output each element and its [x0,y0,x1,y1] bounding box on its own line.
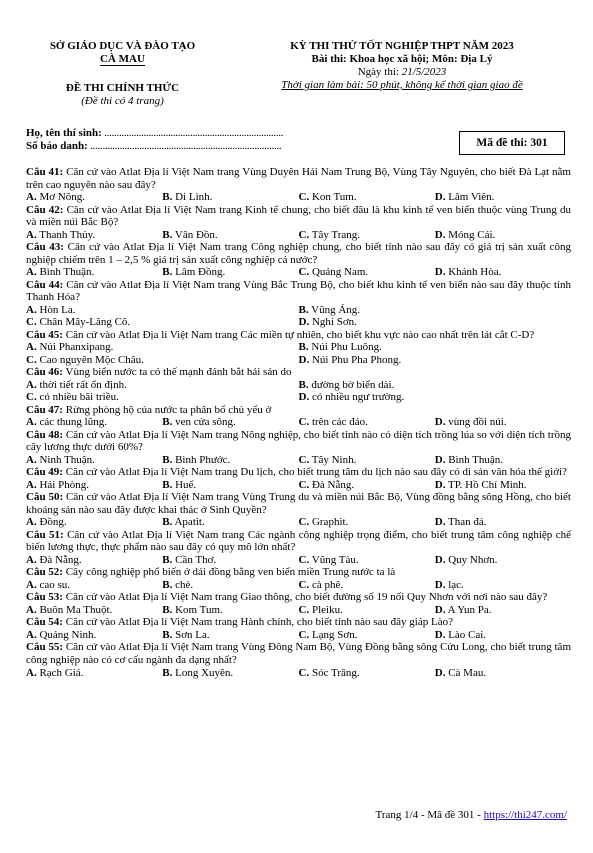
option-text: Đồng. [36,516,67,529]
answer-option [299,391,572,403]
option-letter: C. [298,228,310,241]
option-text: Long Xuyên. [172,666,234,679]
answer-option [162,416,298,428]
question-number: Câu 47: [26,403,63,416]
option-text: Hòn La. [36,303,76,316]
option-row [26,667,571,679]
option-letter: D. [434,553,446,566]
answer-option [26,479,162,491]
option-letter: B. [162,416,173,429]
option-letter: B. [298,303,309,316]
answer-option [162,479,298,491]
answer-option [435,629,571,641]
option-text: Tây Ninh. [309,453,357,466]
option-text: Graphit. [309,516,349,529]
option-row [26,479,571,491]
option-text: Cao nguyên Mộc Châu. [36,353,144,366]
question-text: Căn cứ vào Atlat Địa lí Việt Nam trang Vùng Đông Nam Bộ, Vùng Đồng bằng sông Cửu Long, cho biết trung tâm công nghiệp nào có cơ cấu ngành đa dạng nhất? [26,641,571,666]
answer-option [162,229,298,241]
question-stem [26,279,571,304]
question-number: Câu 50: [26,491,64,504]
question-item [26,591,571,616]
option-letter: B. [162,453,173,466]
option-text: ven cửa sông. [172,416,236,429]
option-letter: D. [434,191,446,204]
option-row [26,229,571,241]
question-text: Căn cứ vào Atlat Địa lí Việt Nam trang Các miền tự nhiên, cho biết khu vực nào cao nhất trên lát cắt C-D? [62,328,535,341]
answer-option [26,554,162,566]
answer-option [435,266,571,278]
option-row [26,341,571,353]
question-text: Căn cứ vào Atlat Địa lí Việt Nam trang Nông nghiệp, cho biết tỉnh nào có diện tích trồng lúa so với diện tích trồng cây lương thực dưới 60%? [26,428,571,454]
option-row [26,516,571,528]
answer-option [26,454,162,466]
option-text: Tây Trang. [309,228,361,241]
option-letter: B. [162,266,173,279]
answer-option [26,354,299,366]
department-name: SỞ GIÁO DỤC VÀ ĐÀO TẠO [49,40,196,52]
option-text: Kom Tum. [172,603,223,616]
option-text: Lào Cai. [445,628,487,641]
option-letter: C. [298,666,310,679]
answer-option [26,341,299,353]
answer-option [299,554,435,566]
option-text: Bình Thuận. [36,266,95,279]
option-text: đường bờ biển dài. [308,378,395,391]
option-text: Đà Nẵng. [309,478,355,491]
question-item [26,429,571,467]
option-text: Núi Phu Pha Phong. [309,353,402,366]
question-item [26,329,571,366]
exam-date: Ngày thi: 21/5/2023 [357,66,447,78]
question-number: Câu 54: [26,616,63,629]
option-letter: D. [434,416,446,429]
question-stem [26,404,571,417]
answer-option [162,191,298,203]
question-text: Cây công nghiệp phổ biến ở dải đồng bằng ven biển miền Trung nước ta là [62,566,396,579]
option-letter: C. [298,603,310,616]
question-number: Câu 48: [26,428,64,441]
option-text: Hải Phòng. [36,478,89,491]
option-letter: D. [434,666,446,679]
option-letter: D. [434,603,446,616]
option-letter: A. [26,378,37,391]
option-letter: C. [26,353,37,366]
option-letter: C. [26,391,37,404]
option-letter: B. [162,553,173,566]
option-text: Cần Thơ. [172,553,217,566]
question-number: Câu 49: [26,466,63,479]
answer-option [299,667,435,679]
answer-option [26,316,299,328]
question-stem [26,241,571,266]
option-text: Bình Thuận. [445,453,503,466]
option-text: vùng đồi núi. [445,416,507,429]
question-number: Câu 45: [26,328,63,341]
option-text: Nghi Sơn. [309,316,357,329]
question-number: Câu 41: [26,166,64,178]
option-letter: A. [26,303,37,316]
option-text: lạc. [445,578,464,591]
answer-option [435,191,571,203]
option-letter: D. [434,453,446,466]
question-stem [26,566,571,579]
option-letter: A. [26,266,37,279]
option-text: Đà Nẵng. [36,553,82,566]
option-row [26,266,571,278]
answer-option [162,516,298,528]
official-label: ĐỀ THI CHÍNH THỨC [65,82,180,94]
option-letter: D. [298,316,310,329]
answer-option [26,604,162,616]
answer-option [299,304,572,316]
option-text: Quy Nhơn. [445,553,498,566]
answer-option [299,354,572,366]
option-text: Sóc Trăng. [309,666,360,679]
answer-option [26,629,162,641]
question-stem [26,641,571,666]
question-text: Căn cứ vào Atlat Địa lí Việt Nam trang Du lịch, cho biết trung tâm du lịch nào sau đây có di sản văn hóa thế giới? [62,466,567,479]
option-text: Khánh Hòa. [445,266,502,279]
question-item [26,616,571,641]
option-text: các thung lũng. [36,416,107,429]
option-text: Lâm Đồng. [172,266,226,279]
question-text: Rừng phòng hộ của nước ta phân bố chủ yếu ở [62,403,272,416]
option-letter: D. [434,516,446,529]
option-letter: A. [26,603,37,616]
question-item [26,279,571,329]
answer-option [299,604,435,616]
question-item [26,529,571,567]
option-text: Huế. [172,478,197,491]
option-letter: C. [298,553,310,566]
option-letter: D. [434,578,446,591]
question-stem [26,529,571,554]
option-row [26,416,571,428]
option-letter: B. [162,228,173,241]
option-text: Kon Tum. [309,191,357,204]
answer-option [435,554,571,566]
question-number: Câu 43: [26,241,64,254]
question-stem [26,466,571,479]
answer-option [162,629,298,641]
option-text: cà phê. [309,578,344,591]
option-letter: C. [298,578,310,591]
option-letter: B. [162,191,173,204]
question-text: Căn cứ vào Atlat Địa lí Việt Nam trang Giao thông, cho biết đường số 19 nối Quy Nhơn với nơi nào sau đây? [62,591,548,604]
pages-note: (Đề thi có 4 trang) [81,95,164,107]
question-item [26,241,571,279]
option-letter: B. [162,603,173,616]
question-item [26,566,571,591]
option-letter: D. [434,266,446,279]
question-stem [26,204,571,229]
question-item [26,366,571,403]
question-number: Câu 44: [26,278,64,291]
option-text: Vũng Áng. [308,303,361,316]
option-letter: D. [434,478,446,491]
option-text: Vũng Tàu. [309,553,359,566]
question-stem [26,166,571,191]
answer-option [435,454,571,466]
option-text: thời tiết rất ổn định. [36,378,127,391]
option-row [26,604,571,616]
student-id-line: Số báo danh: .............................................................................. [26,140,282,152]
answer-option [26,391,299,403]
question-stem [26,616,571,629]
option-text: TP. Hồ Chí Minh. [445,478,527,491]
answer-option [299,191,435,203]
answer-option [435,667,571,679]
answer-option [26,229,162,241]
option-letter: A. [26,578,37,591]
answer-option [299,479,435,491]
option-letter: D. [298,391,310,404]
option-letter: A. [26,478,37,491]
option-letter: C. [298,266,310,279]
option-text: trên các đảo. [309,416,368,429]
answer-option [26,579,162,591]
answer-option [299,454,435,466]
answer-option [299,229,435,241]
answer-option [26,379,299,391]
option-letter: A. [26,628,37,641]
option-text: Mơ Nông. [36,191,85,204]
option-text: Sơn La. [172,628,210,641]
question-stem [26,591,571,604]
answer-option [26,304,299,316]
answer-option [299,266,435,278]
question-item [26,641,571,679]
option-text: có nhiều bãi triều. [36,391,119,404]
answer-option [435,229,571,241]
option-letter: B. [162,628,173,641]
answer-option [26,516,162,528]
answer-option [162,667,298,679]
question-stem [26,429,571,454]
option-letter: B. [162,516,173,529]
option-text: cao su. [36,578,70,591]
answer-option [26,191,162,203]
answer-option [162,554,298,566]
question-item [26,466,571,491]
student-name-line: Họ, tên thí sinh: ......................................................................... [26,127,284,139]
option-letter: D. [434,228,446,241]
option-row [26,316,571,328]
answer-option [435,604,571,616]
option-letter: B. [162,578,173,591]
exam-title: KỲ THI THỬ TỐT NGHIỆP THPT NĂM 2023 [290,40,514,52]
answer-option [162,266,298,278]
option-text: Apatit. [172,516,205,529]
option-text: Lâm Viên. [445,191,495,204]
option-letter: C. [26,316,37,329]
source-link[interactable]: https://thi247.com/ [483,809,567,821]
question-item [26,404,571,429]
question-item [26,166,571,204]
question-list [26,166,571,679]
answer-option [435,479,571,491]
student-info [26,127,283,153]
option-text: A Yun Pa. [445,603,492,616]
option-text: Bình Phước. [172,453,231,466]
option-text: Quảng Nam. [309,266,369,279]
exam-code-box: Mã đề thi: 301 [459,131,565,155]
option-text: Chân Mây-Lăng Cô. [36,316,131,329]
option-text: Rạch Giá. [36,666,84,679]
question-text: Căn cứ vào Atlat Địa lí Việt Nam trang Hành chính, cho biết tỉnh nào sau đây giáp Lào? [62,616,453,629]
option-letter: C. [298,416,310,429]
option-letter: B. [162,666,173,679]
option-text: Núi Phu Luông. [308,341,382,354]
option-letter: D. [434,628,446,641]
question-text: Căn cứ vào Atlat Địa lí Việt Nam trang Công nghiệp chung, cho biết tỉnh nào sau đây có giá trị sản xuất công nghiệp chiếm trên 1 – 2,5 % giá trị sản xuất công nghiệp cả nước? [26,241,571,266]
question-stem [26,491,571,516]
option-letter: C. [298,453,310,466]
answer-option [299,316,572,328]
answer-option [299,579,435,591]
province-name: CÀ MAU [100,53,145,65]
option-row [26,629,571,641]
option-text: Thanh Thủy. [36,228,96,241]
exam-time-note: Thời gian làm bài: 50 phút, không kể thời gian giao đề [281,79,523,91]
exam-subject: Bài thi: Khoa học xã hội; Môn: Địa Lý [311,53,493,65]
option-letter: A. [26,341,37,354]
header-left [20,40,225,108]
option-text: có nhiều ngư trường. [309,391,405,404]
question-number: Câu 52: [26,566,63,579]
option-letter: D. [298,353,310,366]
option-letter: A. [26,228,37,241]
option-text: Di Linh. [172,191,213,204]
answer-option [435,416,571,428]
option-letter: B. [162,478,173,491]
option-text: Vân Đồn. [172,228,218,241]
option-row [26,391,571,403]
answer-option [162,604,298,616]
question-stem [26,366,571,379]
question-text: Căn cứ vào Atlat Địa lí Việt Nam trang Các ngành công nghiệp trọng điểm, cho biết trung tâm công nghiệp chế biến lương thực, thực phẩm nào sau đây có quy mô lớn nhất? [26,528,571,554]
answer-option [162,579,298,591]
header-right [232,40,572,92]
question-number: Câu 51: [26,528,64,541]
option-text: Lạng Sơn. [309,628,358,641]
option-text: Cà Mau. [445,666,487,679]
answer-option [299,379,572,391]
answer-option [299,629,435,641]
answer-option [26,416,162,428]
option-row [26,579,571,591]
answer-option [26,266,162,278]
option-row [26,354,571,366]
question-number: Câu 53: [26,591,63,604]
option-text: Quảng Ninh. [36,628,97,641]
answer-option [435,579,571,591]
answer-option [435,516,571,528]
option-text: chè. [172,578,194,591]
answer-option [299,516,435,528]
option-letter: B. [298,341,309,354]
option-text: Buôn Ma Thuột. [36,603,113,616]
page-footer: Trang 1/4 - Mã đề 301 - https://thi247.com/ [375,809,567,821]
option-text: Núi Phanxipang. [36,341,114,354]
option-text: Ninh Thuận. [36,453,95,466]
option-row [26,554,571,566]
option-letter: C. [298,191,310,204]
option-row [26,304,571,316]
option-letter: A. [26,191,37,204]
option-letter: A. [26,553,37,566]
option-text: Móng Cái. [445,228,496,241]
question-item [26,204,571,242]
answer-option [162,454,298,466]
option-letter: C. [298,628,310,641]
question-text: Căn cứ vào Atlat Địa lí Việt Nam trang Vùng Trung du và miền núi Bắc Bộ, Vùng đồng bằng sông Hồng, cho biết khoáng sản nào sau đây được khai thác ở Sinh Quyền? [26,491,571,516]
option-letter: A. [26,416,37,429]
option-text: Than đá. [445,516,487,529]
answer-option [26,667,162,679]
option-letter: A. [26,453,37,466]
question-text: Vùng biển nước ta có thế mạnh đánh bắt hải sản do [62,366,292,379]
option-text: Pleiku. [309,603,343,616]
option-letter: A. [26,516,37,529]
question-item [26,491,571,529]
option-row [26,379,571,391]
question-number: Câu 42: [26,203,64,216]
question-stem [26,329,571,342]
option-letter: C. [298,516,310,529]
question-text: Căn cứ vào Atlat Địa lí Việt Nam trang Vùng Bắc Trung Bộ, cho biết khu kinh tế ven biển nào sau đây thuộc tỉnh Thanh Hóa? [26,278,571,304]
question-number: Câu 46: [26,366,63,379]
answer-option [299,341,572,353]
option-letter: B. [298,378,309,391]
question-text: Căn cứ vào Atlat Địa lí Việt Nam trang Vùng Duyên Hải Nam Trung Bộ, Vùng Tây Nguyên, cho biết Đà Lạt nằm trên cao nguyên nào sau đây? [26,166,571,191]
option-row [26,454,571,466]
question-text: Căn cứ vào Atlat Địa lí Việt Nam trang Kinh tế chung, cho biết đâu là khu kinh tế ven biển thuộc vùng Trung du và miền núi Bắc Bộ? [26,203,571,229]
option-row [26,191,571,203]
question-number: Câu 55: [26,641,64,654]
answer-option [299,416,435,428]
option-letter: C. [298,478,310,491]
option-letter: A. [26,666,37,679]
